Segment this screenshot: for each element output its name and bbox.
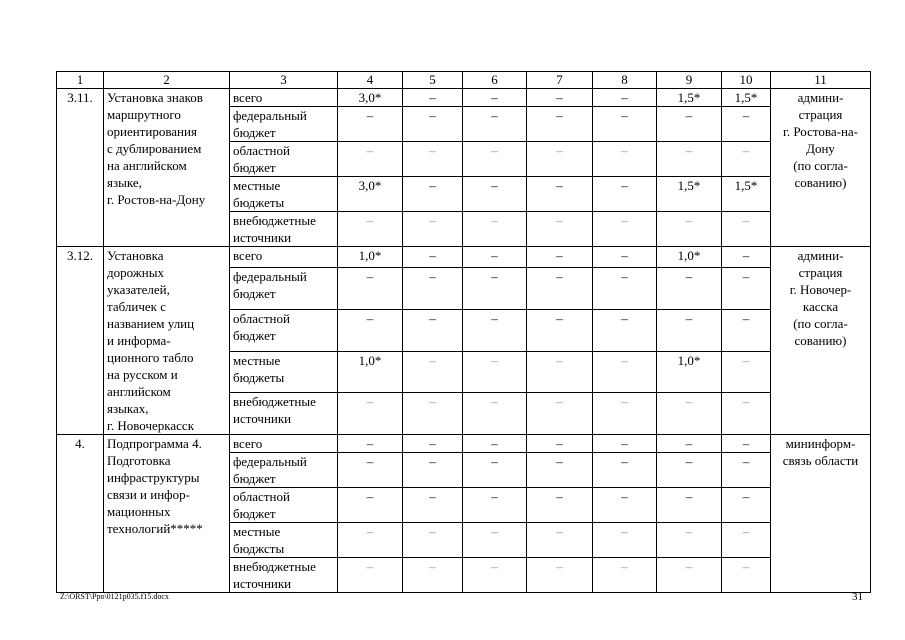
amount-cell: – [527, 523, 593, 558]
amount-cell: – [527, 435, 593, 453]
amount-cell: 1,0* [657, 247, 722, 268]
amount-cell: – [722, 558, 771, 593]
column-number: 9 [657, 72, 722, 89]
amount-cell: – [722, 212, 771, 247]
amount-cell: – [338, 523, 403, 558]
amount-cell: – [403, 107, 463, 142]
amount-cell: – [403, 247, 463, 268]
amount-cell: – [403, 453, 463, 488]
amount-cell: 1,5* [657, 177, 722, 212]
amount-cell: – [722, 435, 771, 453]
amount-cell: – [463, 523, 527, 558]
amount-cell: – [338, 435, 403, 453]
amount-cell: – [657, 523, 722, 558]
amount-cell: – [527, 453, 593, 488]
amount-cell: – [527, 247, 593, 268]
responsible-executor: админи- страция г. Ростова-на- Дону (по согла- сованию) [771, 89, 871, 247]
amount-cell: – [338, 142, 403, 177]
amount-cell: – [593, 393, 657, 435]
amount-cell: – [463, 351, 527, 393]
funding-source: областной бюджет [230, 488, 338, 523]
amount-cell: – [338, 393, 403, 435]
amount-cell: – [527, 310, 593, 352]
amount-cell: – [722, 488, 771, 523]
amount-cell: 1,5* [722, 89, 771, 107]
funding-source: внебюджетные источники [230, 393, 338, 435]
item-name: Установка дорожных указателей, табличек с названием улиц и информа- ционного табло на русском и английском языках, г. Новочеркасск [104, 247, 230, 435]
column-number: 1 [57, 72, 104, 89]
funding-source: всего [230, 89, 338, 107]
amount-cell: – [527, 177, 593, 212]
amount-cell: – [403, 523, 463, 558]
amount-cell: – [527, 393, 593, 435]
amount-cell: – [722, 142, 771, 177]
funding-source: местные бюджеты [230, 351, 338, 393]
amount-cell: – [463, 268, 527, 310]
amount-cell: – [657, 212, 722, 247]
amount-cell: – [657, 107, 722, 142]
amount-cell: – [403, 268, 463, 310]
item-name: Установка знаков маршрутного ориентирования с дублированием на английском языке, г. Ростов-на-Дону [104, 89, 230, 247]
page-number: 31 [852, 591, 863, 603]
funding-source: всего [230, 435, 338, 453]
item-number: 3.11. [57, 89, 104, 247]
amount-cell: – [657, 453, 722, 488]
table-row [57, 89, 871, 107]
amount-cell: – [593, 142, 657, 177]
column-number: 7 [527, 72, 593, 89]
amount-cell: – [403, 212, 463, 247]
amount-cell: – [463, 107, 527, 142]
program-table [56, 71, 871, 593]
column-number: 6 [463, 72, 527, 89]
amount-cell: – [657, 393, 722, 435]
amount-cell: – [403, 351, 463, 393]
amount-cell: – [722, 268, 771, 310]
amount-cell: – [463, 558, 527, 593]
amount-cell: – [338, 212, 403, 247]
amount-cell: – [722, 310, 771, 352]
funding-source: местные бюджсты [230, 523, 338, 558]
column-number: 10 [722, 72, 771, 89]
amount-cell: – [593, 89, 657, 107]
amount-cell: – [403, 488, 463, 523]
amount-cell: – [338, 310, 403, 352]
amount-cell: – [722, 351, 771, 393]
amount-cell: – [593, 488, 657, 523]
amount-cell: – [593, 310, 657, 352]
column-number: 11 [771, 72, 871, 89]
amount-cell: 3,0* [338, 177, 403, 212]
amount-cell: 1,0* [338, 351, 403, 393]
amount-cell: – [527, 89, 593, 107]
funding-source: областной бюджет [230, 310, 338, 352]
amount-cell: – [463, 89, 527, 107]
amount-cell: – [527, 351, 593, 393]
amount-cell: – [593, 351, 657, 393]
amount-cell: – [722, 107, 771, 142]
amount-cell: – [593, 177, 657, 212]
funding-source: федеральный бюджет [230, 107, 338, 142]
amount-cell: 3,0* [338, 89, 403, 107]
amount-cell: – [338, 107, 403, 142]
column-number: 4 [338, 72, 403, 89]
table-row [57, 247, 871, 268]
amount-cell: – [338, 558, 403, 593]
amount-cell: – [657, 558, 722, 593]
column-number: 8 [593, 72, 657, 89]
amount-cell: – [403, 310, 463, 352]
amount-cell: – [403, 89, 463, 107]
amount-cell: – [722, 453, 771, 488]
funding-source: федеральный бюджет [230, 268, 338, 310]
amount-cell: – [593, 107, 657, 142]
column-number-row [57, 72, 871, 89]
amount-cell: – [593, 212, 657, 247]
responsible-executor: мининформ- связь области [771, 435, 871, 593]
amount-cell: – [657, 310, 722, 352]
amount-cell: – [463, 177, 527, 212]
amount-cell: – [463, 435, 527, 453]
amount-cell: – [463, 488, 527, 523]
funding-source: местные бюджеты [230, 177, 338, 212]
amount-cell: – [338, 453, 403, 488]
amount-cell: – [527, 558, 593, 593]
amount-cell: – [403, 435, 463, 453]
table-row [57, 435, 871, 453]
amount-cell: – [527, 488, 593, 523]
amount-cell: – [463, 247, 527, 268]
amount-cell: – [593, 268, 657, 310]
funding-source: внебюджетные источники [230, 212, 338, 247]
amount-cell: – [722, 393, 771, 435]
column-number: 2 [104, 72, 230, 89]
amount-cell: – [657, 488, 722, 523]
amount-cell: – [338, 268, 403, 310]
amount-cell: – [403, 142, 463, 177]
item-number: 4. [57, 435, 104, 593]
funding-source: областной бюджет [230, 142, 338, 177]
funding-source: внебюджетные источники [230, 558, 338, 593]
amount-cell: – [463, 142, 527, 177]
amount-cell: – [403, 177, 463, 212]
amount-cell: 1,5* [657, 89, 722, 107]
amount-cell: – [527, 268, 593, 310]
responsible-executor: админи- страция г. Новочер- касска (по согла- сованию) [771, 247, 871, 435]
amount-cell: – [403, 393, 463, 435]
item-number: 3.12. [57, 247, 104, 435]
funding-source: федеральный бюджет [230, 453, 338, 488]
column-number: 5 [403, 72, 463, 89]
amount-cell: – [403, 558, 463, 593]
amount-cell: – [657, 435, 722, 453]
amount-cell: – [463, 310, 527, 352]
amount-cell: – [463, 393, 527, 435]
amount-cell: – [527, 212, 593, 247]
amount-cell: – [593, 523, 657, 558]
amount-cell: – [593, 558, 657, 593]
amount-cell: – [463, 453, 527, 488]
amount-cell: – [527, 107, 593, 142]
table-body [57, 89, 871, 593]
amount-cell: – [338, 488, 403, 523]
amount-cell: – [657, 142, 722, 177]
funding-source: всего [230, 247, 338, 268]
item-name: Подпрограмма 4. Подготовка инфраструктуры связи и инфор- мационных технологий***** [104, 435, 230, 593]
amount-cell: – [593, 435, 657, 453]
amount-cell: – [593, 247, 657, 268]
amount-cell: – [722, 247, 771, 268]
file-path: Z:\ORST\Ppo\0121p035.f15.docx [60, 592, 169, 601]
amount-cell: – [527, 142, 593, 177]
amount-cell: 1,0* [338, 247, 403, 268]
amount-cell: – [722, 523, 771, 558]
amount-cell: 1,5* [722, 177, 771, 212]
amount-cell: – [463, 212, 527, 247]
amount-cell: – [593, 453, 657, 488]
amount-cell: 1,0* [657, 351, 722, 393]
column-number: 3 [230, 72, 338, 89]
amount-cell: – [657, 268, 722, 310]
